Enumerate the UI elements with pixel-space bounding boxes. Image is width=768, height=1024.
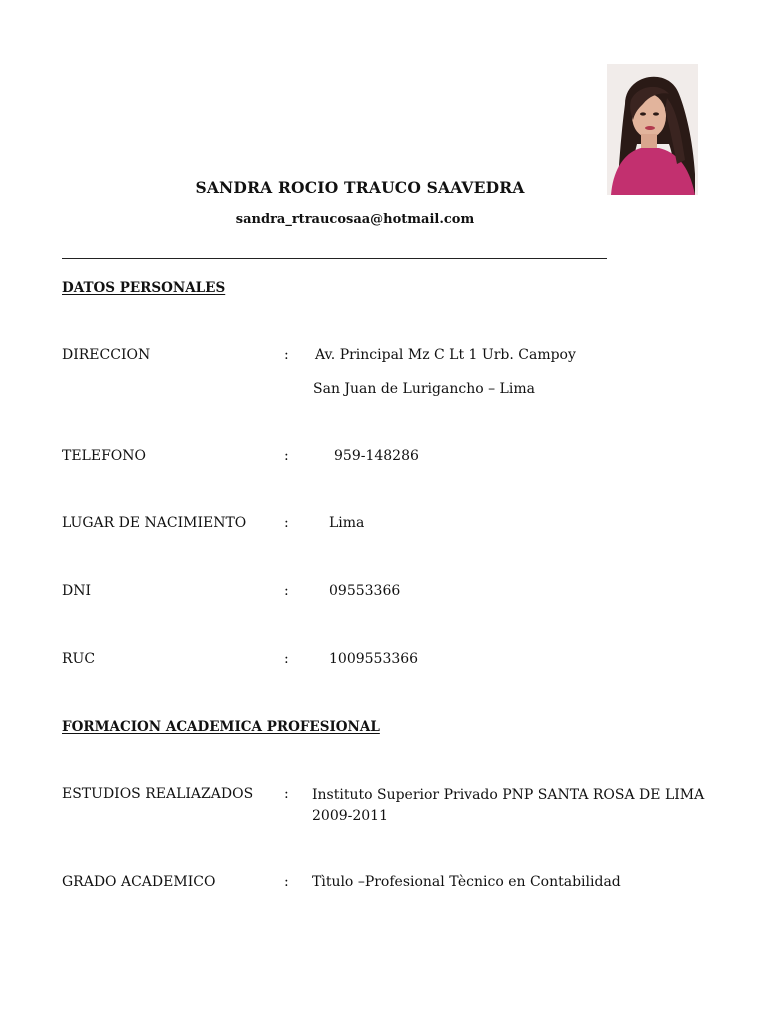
telefono-colon: : [284, 448, 289, 464]
ruc-colon: : [284, 651, 289, 667]
grado-label: GRADO ACADEMICO [62, 874, 216, 890]
direccion-colon: : [284, 347, 289, 363]
ruc-label: RUC [62, 651, 96, 667]
profile-photo [607, 64, 698, 195]
ruc-value: 1009553366 [329, 651, 419, 667]
estudios-colon: : [284, 786, 289, 802]
header-divider [62, 258, 607, 259]
grado-colon: : [284, 874, 289, 890]
candidate-name: SANDRA ROCIO TRAUCO SAAVEDRA [195, 178, 525, 197]
direccion-label: DIRECCION [62, 347, 151, 363]
dni-label: DNI [62, 583, 92, 599]
telefono-value: 959-148286 [334, 448, 419, 464]
section-title-personal: DATOS PERSONALES [62, 280, 226, 296]
email-address: sandra_rtraucosaa@hotmail.com [235, 212, 475, 227]
profile-photo-image [607, 64, 698, 195]
lugar-nacimiento-label: LUGAR DE NACIMIENTO [62, 515, 247, 531]
telefono-label: TELEFONO [62, 448, 146, 464]
estudios-value-line2: 2009-2011 [312, 808, 388, 824]
grado-value: Tìtulo –Profesional Tècnico en Contabilidad [312, 874, 621, 890]
dni-value: 09553366 [329, 583, 401, 599]
dni-colon: : [284, 583, 289, 599]
direccion-value-line2: San Juan de Lurigancho – Lima [313, 381, 535, 397]
section-title-academic: FORMACION ACADEMICA PROFESIONAL [62, 719, 380, 735]
lugar-nacimiento-value: Lima [329, 515, 365, 531]
estudios-value-line1: Instituto Superior Privado PNP SANTA ROSA DE LIMA [312, 787, 705, 803]
direccion-value-line1: Av. Principal Mz C Lt 1 Urb. Campoy [315, 347, 576, 363]
estudios-label: ESTUDIOS REALIAZADOS [62, 786, 254, 802]
lugar-nacimiento-colon: : [284, 515, 289, 531]
